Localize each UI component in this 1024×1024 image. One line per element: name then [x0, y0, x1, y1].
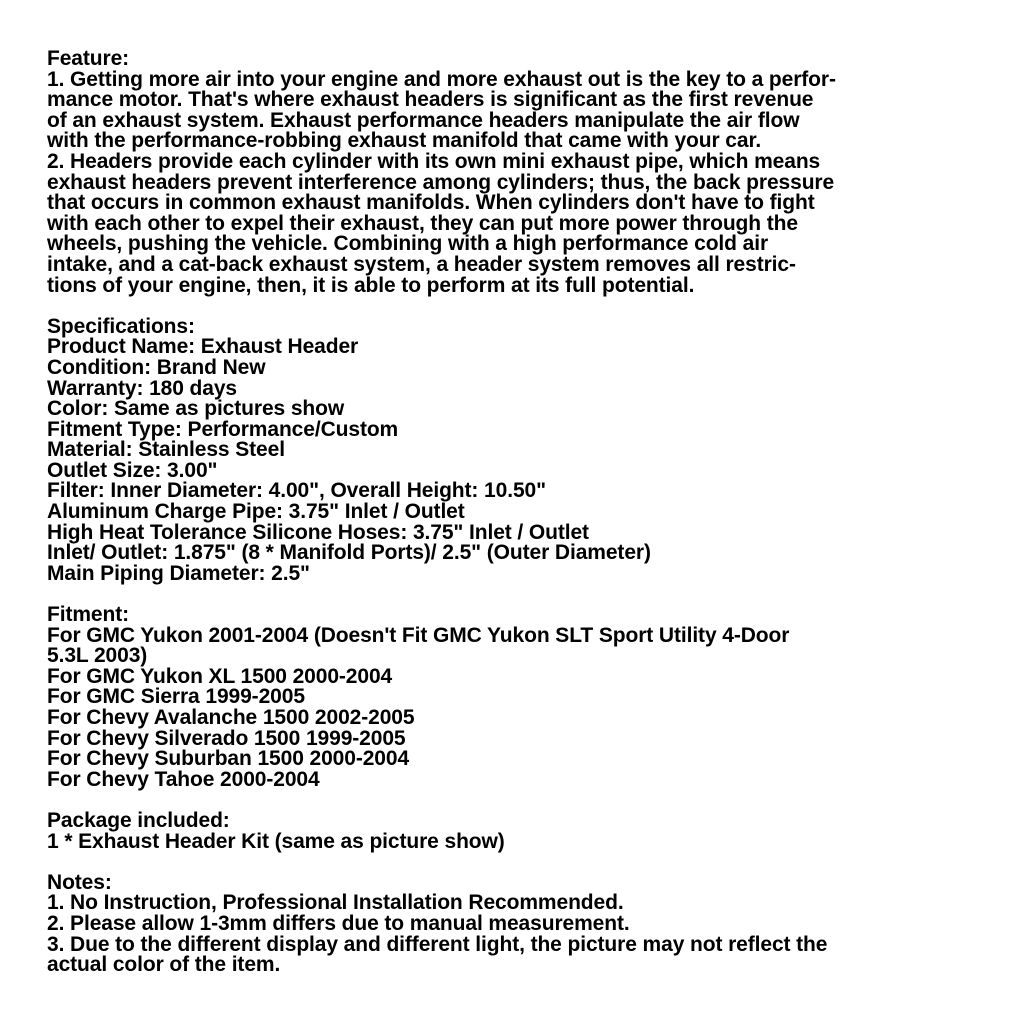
spec-line: High Heat Tolerance Silicone Hoses: 3.75" Inlet / Outlet: [47, 520, 589, 544]
package-line: 1 * Exhaust Header Kit (same as picture show): [47, 829, 505, 853]
fitment-line: For GMC Yukon 2001-2004 (Doesn't Fit GMC Yukon SLT Sport Utility 4-Door: [47, 623, 790, 647]
notes-line: actual color of the item.: [47, 953, 281, 977]
package-section: [47, 808, 987, 853]
notes-heading: Notes:: [47, 870, 112, 894]
fitment-line: For GMC Yukon XL 1500 2000-2004: [47, 664, 393, 688]
notes-line: 3. Due to the different display and different light, the picture may not reflect the: [47, 932, 828, 956]
fitment-line: For Chevy Suburban 1500 2000-2004: [47, 747, 410, 771]
spec-line: Outlet Size: 3.00": [47, 458, 218, 482]
notes-section: [47, 870, 987, 977]
feature-line: mance motor. That's where exhaust headers is significant as the first revenue: [47, 88, 814, 112]
feature-line: of an exhaust system. Exhaust performance headers manipulate the air flow: [47, 108, 800, 132]
package-heading: Package included:: [47, 808, 230, 832]
feature-line: tions of your engine, then, it is able to perform at its full potential.: [47, 273, 695, 297]
notes-line: 2. Please allow 1-3mm differs due to manual measurement.: [47, 911, 630, 935]
feature-line: with each other to expel their exhaust, they can put more power through the: [47, 211, 798, 235]
section-spacer: [47, 296, 987, 317]
fitment-line: 5.3L 2003): [47, 644, 148, 668]
feature-line: with the performance-robbing exhaust manifold that came with your car.: [47, 129, 762, 153]
feature-line: wheels, pushing the vehicle. Combining with a high performance cold air: [47, 232, 769, 256]
feature-line: 2. Headers provide each cylinder with its own mini exhaust pipe, which means: [47, 149, 821, 173]
spec-line: Condition: Brand New: [47, 355, 266, 379]
spec-line: Inlet/ Outlet: 1.875" (8 * Manifold Ports)/ 2.5" (Outer Diameter): [47, 541, 651, 565]
spec-line: Warranty: 180 days: [47, 376, 238, 400]
fitment-line: For Chevy Tahoe 2000-2004: [47, 767, 320, 791]
spec-line: Material: Stainless Steel: [47, 438, 285, 462]
feature-line: intake, and a cat-back exhaust system, a header system removes all restric-: [47, 252, 796, 276]
spec-line: Color: Same as pictures show: [47, 397, 345, 421]
section-spacer: [47, 852, 987, 873]
spec-line: Filter: Inner Diameter: 4.00", Overall Height: 10.50": [47, 479, 546, 503]
feature-line: that occurs in common exhaust manifolds. When cylinders don't have to fight: [47, 191, 815, 215]
fitment-line: For Chevy Silverado 1500 1999-2005: [47, 726, 406, 750]
specifications-section: [47, 314, 987, 585]
fitment-line: For GMC Sierra 1999-2005: [47, 685, 305, 709]
feature-line: 1. Getting more air into your engine and more exhaust out is the key to a perfor-: [47, 67, 836, 91]
fitment-heading: Fitment:: [47, 603, 130, 627]
feature-section: [47, 49, 987, 296]
fitment-line: For Chevy Avalanche 1500 2002-2005: [47, 706, 415, 729]
feature-line: exhaust headers prevent interference among cylinders; thus, the back pressure: [47, 170, 835, 194]
section-spacer: [47, 584, 987, 605]
feature-heading: Feature:: [47, 47, 130, 70]
product-description: [47, 49, 987, 976]
fitment-section: [47, 605, 987, 790]
spec-line: Main Piping Diameter: 2.5": [47, 561, 310, 585]
section-spacer: [47, 790, 987, 811]
notes-line: 1. No Instruction, Professional Installation Recommended.: [47, 891, 624, 915]
spec-line: Aluminum Charge Pipe: 3.75" Inlet / Outlet: [47, 500, 465, 524]
spec-line: Fitment Type: Performance/Custom: [47, 417, 399, 441]
specifications-heading: Specifications:: [47, 314, 195, 338]
spec-line: Product Name: Exhaust Header: [47, 335, 359, 359]
